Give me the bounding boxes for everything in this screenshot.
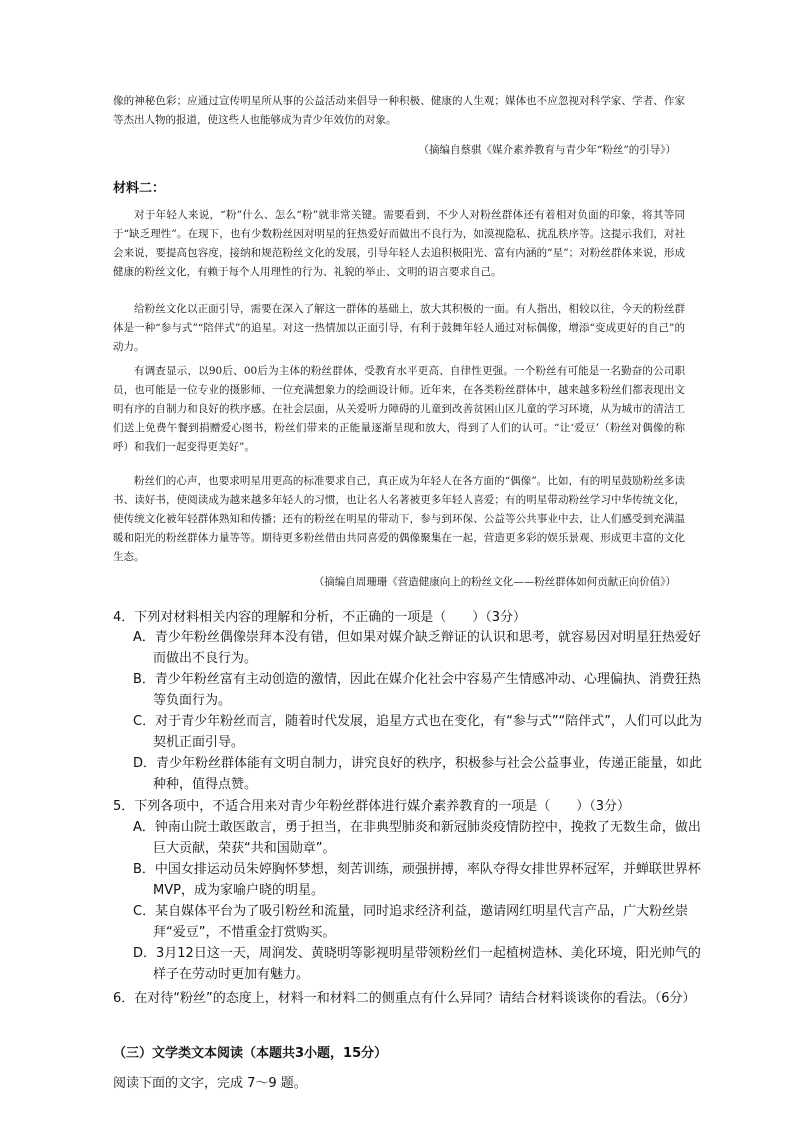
question-4-option-b: B．青少年粉丝富有主动创造的激情，因此在媒介化社会中容易产生情感冲动、心理偏执、消费狂热等负面行为。 (133, 672, 701, 708)
material1-source: （摘编自蔡骐《媒介素养教育与青少年“粉丝”的引导》） (418, 144, 676, 156)
question-5-option-d: D．3月12日这一天，周润发、黄晓明等影视明星带领粉丝们一起植树造林、美化环境，阳光帅气的样子在劳动时更加有魅力。 (133, 946, 701, 982)
question-4-option-a: A．青少年粉丝偶像崇拜本没有错，但如果对媒介缺乏辩证的认识和思考，就容易因对明星狂热爱好而做出不良行为。 (133, 630, 701, 666)
question-4-option-d: D．青少年粉丝群体能有文明自制力，讲究良好的秩序，积极参与社会公益事业，传递正能量，如此种种，值得点赞。 (133, 756, 703, 792)
section-3-instruction: 阅读下面的文字，完成 7～9 题。 (113, 1076, 307, 1091)
question-5-option-a: A．钟南山院士敢医敢言，勇于担当，在非典型肺炎和新冠肺炎疫情防控中，挽救了无数生命，做出巨大贡献，荣获“共和国勋章”。 (133, 820, 701, 856)
question-5-stem: 5．下列各项中，不适合用来对青少年粉丝群体进行媒介素养教育的一项是（ ）（3分） (113, 799, 631, 814)
material2-paragraph-3: 有调查显示，以90后、00后为主体的粉丝群体，受教育水平更高、自律性更强。一个粉丝有可能是一名勤奋的公司职员，也可能是一位专业的摄影师、一位充满想象力的绘画设计师。近年来，在各类粉丝群体中，越来越多粉丝们都表现出文明有序的自制力和良好的秩序感。在社会层面，从关爱听力障碍的儿童到改善贫困山区儿童的学习环境，从为城市的清洁工们送上免费午餐到捐赠爱心图书，粉丝们带来的正能量逐渐呈现和放大，得到了人们的认可。“让‘爱豆’（粉丝对偶像的称呼）和我们一起变得更美好”。 (113, 365, 685, 453)
question-4-stem: 4．下列对材料相关内容的理解和分析，不正确的一项是（ ）（3分） (113, 610, 527, 625)
material1-tail-paragraph: 像的神秘色彩；应通过宣传明星所从事的公益活动来倡导一种积极、健康的人生观；媒体也不应忽视对科学家、学者、作家等杰出人物的报道，使这些人也能够成为青少年效仿的对象。 (113, 95, 685, 126)
material2-heading: 材料二： (113, 181, 166, 196)
material2-source: （摘编自周珊珊《营造健康向上的粉丝文化——粉丝群体如何贡献正向价值》） (313, 576, 676, 588)
material2-paragraph-4: 粉丝们的心声，也要求明星用更高的标准要求自己，真正成为年轻人在各方面的“偶像”。比如，有的明星鼓励粉丝多读书、读好书，使阅读成为越来越多年轻人的习惯，也让名人名著被更多年轻人喜爱；有的明星带动粉丝学习中华传统文化，使传统文化被年轻群体熟知和传播；还有的粉丝在明星的带动下，参与到环保、公益等公共事业中去，让人们感受到充满温暖和阳光的粉丝群体力量等等。期待更多粉丝借由共同喜爱的偶像聚集在一起，营造更多彩的娱乐景观、形成更丰富的文化生态。 (113, 475, 685, 563)
question-5-option-c: C．某自媒体平台为了吸引粉丝和流量，同时追求经济利益，邀请网红明星代言产品，广大粉丝崇拜“爱豆”，不惜重金打赏购买。 (133, 904, 689, 940)
material2-paragraph-2: 给粉丝文化以正面引导，需要在深入了解这一群体的基础上，放大其积极的一面。有人指出，相较以往，今天的粉丝群体是一种“参与式”“陪伴式”的追星。对这一热情加以正面引导，有利于鼓舞年轻人通过对标偶像，增添“变成更好的自己”的动力。 (113, 303, 685, 353)
question-4-option-c: C．对于青少年粉丝而言，随着时代发展，追星方式也在变化，有“参与式”“陪伴式”，人们可以此为契机正面引导。 (133, 714, 703, 750)
section-3-heading: （三）文学类文本阅读（本题共3小题，15分） (113, 1046, 388, 1061)
question-5-option-b: B．中国女排运动员朱婷胸怀梦想，刻苦训练，顽强拼搏，率队夺得女排世界杯冠军，并蝉联世界杯 MVP，成为家喻户晓的明星。 (133, 862, 701, 898)
question-6-stem: 6．在对待“粉丝”的态度上，材料一和材料二的侧重点有什么异同？请结合材料谈谈你的看法。（6分） (113, 991, 696, 1006)
material2-paragraph-1: 对于年轻人来说，“粉”什么、怎么“粉”就非常关键。需要看到，不少人对粉丝群体还有着相对负面的印象，将其等同于“缺乏理性”。在现下，也有少数粉丝因对明星的狂热爱好而做出不良行为，如漠视隐私、扰乱秩序等。这提示我们，对社会来说，要提高包容度，接纳和规范粉丝文化的发展，引导年轻人去追积极阳光、富有内涵的“星”；对粉丝群体来说，形成健康的粉丝文化，有赖于每个人用理性的行为、礼貌的举止、文明的语言要求自己。 (113, 209, 685, 278)
